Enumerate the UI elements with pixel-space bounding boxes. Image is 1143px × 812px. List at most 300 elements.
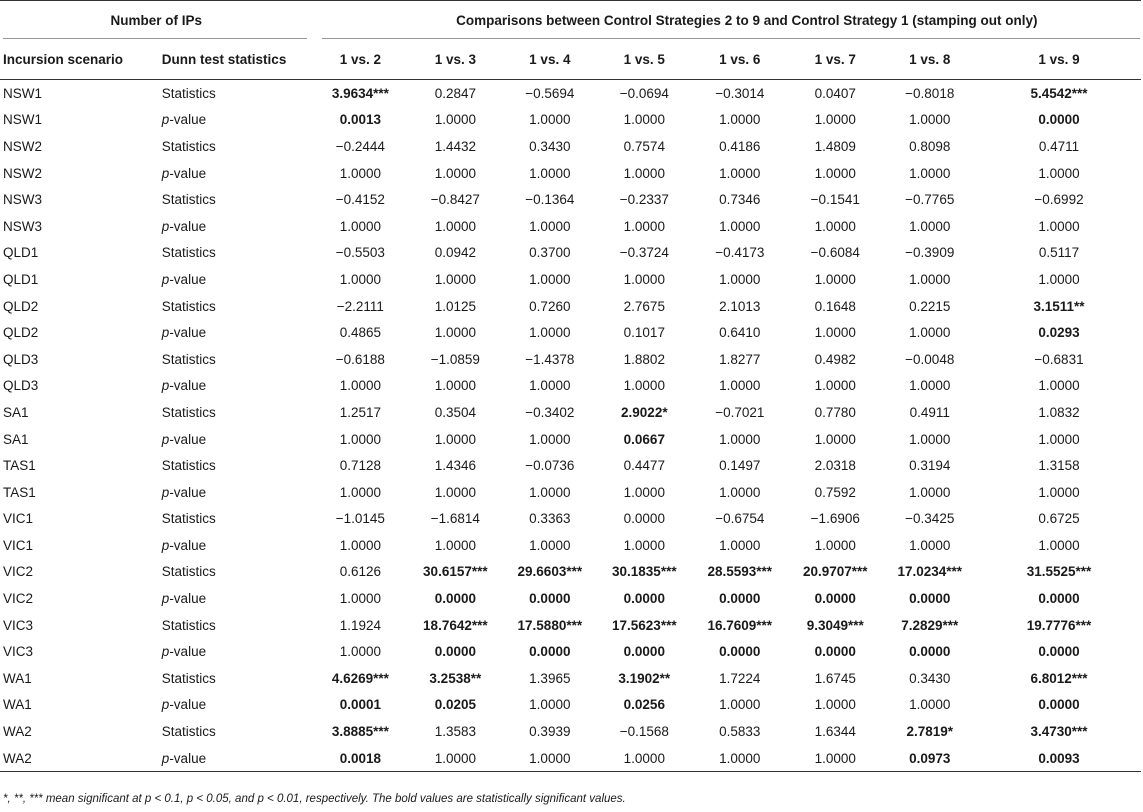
value-cell: 0.0001 — [339, 697, 381, 713]
value-cell: 1.0000 — [339, 537, 381, 553]
value-cell: −0.6188 — [335, 351, 385, 367]
group-header-left: Number of IPs — [110, 12, 203, 28]
table-row — [0, 240, 1141, 267]
value-cell: −0.8018 — [905, 85, 955, 101]
value-cell: 0.0667 — [623, 431, 665, 447]
value-cell: 0.3700 — [529, 245, 571, 261]
value-cell: −0.3402 — [525, 404, 575, 420]
scenario-cell: QLD1 — [3, 245, 39, 261]
value-cell: 19.7776*** — [1026, 617, 1092, 633]
value-cell: 17.5623*** — [612, 617, 677, 633]
col-header-comparison: 1 vs. 6 — [719, 51, 761, 67]
value-cell: 1.6344 — [814, 724, 856, 740]
scenario-cell: WA2 — [3, 750, 32, 766]
value-cell: 2.0318 — [814, 458, 856, 474]
scenario-cell: NSW2 — [3, 165, 43, 181]
value-cell: 1.0000 — [719, 431, 761, 447]
value-cell: 1.6745 — [814, 670, 856, 686]
value-cell: 0.0000 — [623, 591, 665, 607]
value-cell: 2.7675 — [623, 298, 665, 314]
value-cell: −0.4152 — [335, 192, 385, 208]
value-cell: 1.0000 — [339, 218, 381, 234]
value-cell: 18.7642*** — [423, 617, 488, 633]
value-cell: 1.0000 — [434, 218, 476, 234]
value-cell: −0.3014 — [715, 85, 765, 101]
value-cell: 0.3363 — [529, 511, 571, 527]
value-cell: 1.2517 — [339, 404, 381, 420]
value-cell: 0.6725 — [1038, 511, 1080, 527]
col-header-stat: Dunn test statistics — [161, 51, 287, 67]
scenario-cell: QLD1 — [3, 271, 39, 287]
table-row — [0, 373, 1141, 400]
value-cell: 1.8277 — [719, 351, 761, 367]
value-cell: 1.0000 — [529, 218, 571, 234]
scenario-cell: QLD3 — [3, 378, 39, 394]
scenario-cell: QLD2 — [3, 325, 39, 341]
value-cell: −0.3909 — [905, 245, 955, 261]
stat-type-cell: p-value — [161, 697, 207, 713]
value-cell: 28.5593*** — [707, 564, 773, 580]
value-cell: 0.3194 — [909, 458, 951, 474]
value-cell: −0.3425 — [905, 511, 955, 527]
value-cell: 0.0013 — [339, 112, 381, 128]
stat-type-cell: Statistics — [161, 670, 216, 686]
value-cell: 1.3583 — [434, 724, 476, 740]
value-cell: 0.0000 — [1038, 112, 1080, 128]
value-cell: 0.0973 — [909, 750, 951, 766]
group-header-right: Comparisons between Control Strategies 2 to 9 and Control Strategy 1 (stamping out only) — [456, 12, 1038, 28]
value-cell: 1.0000 — [719, 218, 761, 234]
value-cell: 0.1017 — [623, 325, 665, 341]
value-cell: 0.5833 — [719, 724, 761, 740]
value-cell: 31.5525*** — [1026, 564, 1092, 580]
value-cell: 1.0000 — [339, 431, 381, 447]
table-row — [0, 293, 1141, 320]
value-cell: 30.6157*** — [423, 564, 488, 580]
value-cell: 0.6126 — [339, 564, 381, 580]
value-cell: 0.0000 — [1038, 591, 1080, 607]
scenario-cell: WA1 — [3, 697, 32, 713]
value-cell: 1.4346 — [434, 458, 476, 474]
col-header-scenario: Incursion scenario — [3, 51, 124, 67]
value-cell: 17.5880*** — [517, 617, 583, 633]
scenario-cell: NSW3 — [3, 218, 43, 234]
header-underline-right — [322, 38, 1140, 39]
scenario-cell: SA1 — [3, 404, 29, 420]
scenario-cell: VIC1 — [3, 511, 34, 527]
value-cell: 1.0000 — [623, 378, 665, 394]
stat-type-cell: Statistics — [161, 245, 216, 261]
value-cell: 1.0000 — [814, 218, 856, 234]
table-row — [0, 745, 1141, 772]
table-row — [0, 319, 1141, 346]
scenario-cell: SA1 — [3, 431, 29, 447]
stat-type-cell: p-value — [161, 378, 207, 394]
value-cell: 0.0000 — [909, 591, 951, 607]
value-cell: 1.0000 — [719, 378, 761, 394]
scenario-cell: QLD2 — [3, 298, 39, 314]
value-cell: −0.1568 — [619, 724, 669, 740]
value-cell: 1.0000 — [719, 484, 761, 500]
scenario-cell: TAS1 — [3, 484, 36, 500]
value-cell: 1.0000 — [623, 537, 665, 553]
table-row — [0, 479, 1141, 506]
value-cell: −1.0145 — [335, 511, 385, 527]
value-cell: 1.0000 — [339, 165, 381, 181]
value-cell: 2.7819* — [906, 724, 954, 740]
value-cell: 0.7346 — [719, 192, 761, 208]
scenario-cell: VIC3 — [3, 617, 34, 633]
value-cell: −0.0736 — [525, 458, 575, 474]
value-cell: 1.0000 — [1038, 431, 1080, 447]
value-cell: 1.3158 — [1038, 458, 1080, 474]
value-cell: −1.4378 — [525, 351, 575, 367]
value-cell: 0.0000 — [529, 644, 571, 660]
value-cell: 29.6603*** — [517, 564, 583, 580]
header-underline-left — [3, 38, 307, 39]
col-header-comparison: 1 vs. 5 — [623, 51, 665, 67]
value-cell: 1.0000 — [719, 750, 761, 766]
table-row — [0, 718, 1141, 745]
value-cell: −0.5694 — [525, 85, 575, 101]
value-cell: 0.0000 — [719, 644, 761, 660]
value-cell: 1.0000 — [719, 271, 761, 287]
value-cell: 1.0000 — [529, 537, 571, 553]
value-cell: −0.5503 — [335, 245, 385, 261]
value-cell: 1.0000 — [434, 325, 476, 341]
value-cell: 0.0000 — [1038, 644, 1080, 660]
stat-type-cell: Statistics — [161, 404, 216, 420]
value-cell: 1.0000 — [434, 378, 476, 394]
value-cell: 0.0000 — [814, 644, 856, 660]
value-cell: 0.0093 — [1038, 750, 1080, 766]
stat-type-cell: p-value — [161, 431, 207, 447]
value-cell: −1.6814 — [430, 511, 480, 527]
value-cell: 1.0000 — [909, 697, 951, 713]
value-cell: 1.0000 — [529, 431, 571, 447]
value-cell: 16.7609*** — [707, 617, 773, 633]
table-row — [0, 346, 1141, 373]
table-row — [0, 133, 1141, 160]
value-cell: 1.0000 — [623, 112, 665, 128]
value-cell: 0.0256 — [623, 697, 665, 713]
value-cell: 1.0000 — [814, 325, 856, 341]
value-cell: 0.3430 — [529, 138, 571, 154]
col-header-comparison: 1 vs. 9 — [1038, 51, 1080, 67]
value-cell: 1.0000 — [814, 537, 856, 553]
value-cell: 0.4865 — [339, 325, 381, 341]
value-cell: 0.0000 — [434, 644, 476, 660]
stat-type-cell: Statistics — [161, 458, 216, 474]
value-cell: 0.0000 — [719, 591, 761, 607]
value-cell: 1.0000 — [529, 750, 571, 766]
value-cell: 1.0000 — [529, 378, 571, 394]
table-row — [0, 160, 1141, 187]
value-cell: 1.4432 — [434, 138, 476, 154]
value-cell: 1.0000 — [529, 165, 571, 181]
scenario-cell: NSW2 — [3, 138, 43, 154]
table-row — [0, 107, 1141, 134]
table-header — [0, 1, 1141, 80]
value-cell: 1.0000 — [909, 484, 951, 500]
stat-type-cell: p-value — [161, 484, 207, 500]
value-cell: 0.6410 — [719, 325, 761, 341]
value-cell: 1.0000 — [814, 112, 856, 128]
table-row — [0, 692, 1141, 719]
value-cell: 0.7780 — [814, 404, 856, 420]
stat-type-cell: Statistics — [161, 564, 216, 580]
value-cell: 3.9634*** — [331, 85, 389, 101]
value-cell: 1.0000 — [719, 697, 761, 713]
value-cell: −0.1541 — [810, 192, 860, 208]
value-cell: −0.0694 — [619, 85, 669, 101]
value-cell: 0.7592 — [814, 484, 856, 500]
table-row — [0, 559, 1141, 586]
value-cell: 1.0000 — [529, 271, 571, 287]
value-cell: 0.0000 — [1038, 697, 1080, 713]
value-cell: 0.7260 — [529, 298, 571, 314]
value-cell: 0.0205 — [434, 697, 476, 713]
value-cell: 0.7128 — [339, 458, 381, 474]
value-cell: 2.1013 — [719, 298, 761, 314]
scenario-cell: WA1 — [3, 670, 32, 686]
scenario-cell: VIC3 — [3, 644, 34, 660]
value-cell: 0.1648 — [814, 298, 856, 314]
stat-type-cell: Statistics — [161, 138, 216, 154]
stat-type-cell: p-value — [161, 165, 207, 181]
value-cell: 0.4186 — [719, 138, 761, 154]
value-cell: −2.2111 — [336, 298, 384, 314]
value-cell: 0.0000 — [623, 511, 665, 527]
scenario-cell: WA2 — [3, 724, 32, 740]
table-row — [0, 506, 1141, 533]
value-cell: 1.0832 — [1038, 404, 1080, 420]
value-cell: 1.0000 — [909, 431, 951, 447]
value-cell: 1.0000 — [339, 591, 381, 607]
value-cell: 1.3965 — [529, 670, 571, 686]
value-cell: 1.0000 — [623, 484, 665, 500]
scenario-cell: NSW3 — [3, 192, 43, 208]
value-cell: 0.0000 — [434, 591, 476, 607]
value-cell: 0.3504 — [434, 404, 476, 420]
value-cell: 1.0000 — [434, 431, 476, 447]
col-header-comparison: 1 vs. 3 — [434, 51, 476, 67]
value-cell: 1.0000 — [1038, 218, 1080, 234]
value-cell: 0.7574 — [623, 138, 665, 154]
value-cell: 1.0000 — [529, 697, 571, 713]
stat-type-cell: p-value — [161, 591, 207, 607]
value-cell: −0.6992 — [1034, 192, 1084, 208]
value-cell: −0.6831 — [1034, 351, 1084, 367]
table-row — [0, 213, 1141, 240]
value-cell: 1.0000 — [909, 325, 951, 341]
scenario-cell: TAS1 — [3, 458, 36, 474]
stat-type-cell: p-value — [161, 537, 207, 553]
value-cell: 4.6269*** — [331, 670, 389, 686]
value-cell: 1.0000 — [434, 750, 476, 766]
value-cell: 1.0125 — [434, 298, 476, 314]
value-cell: 1.0000 — [529, 112, 571, 128]
stat-type-cell: Statistics — [161, 298, 216, 314]
table-row — [0, 399, 1141, 426]
value-cell: 1.0000 — [814, 750, 856, 766]
value-cell: 1.4809 — [814, 138, 856, 154]
value-cell: 0.0293 — [1038, 325, 1080, 341]
value-cell: 1.0000 — [434, 484, 476, 500]
scenario-cell: VIC2 — [3, 564, 34, 580]
value-cell: 17.0234*** — [897, 564, 963, 580]
table-row — [0, 612, 1141, 639]
value-cell: 1.0000 — [1038, 271, 1080, 287]
value-cell: 1.0000 — [1038, 378, 1080, 394]
value-cell: 0.5117 — [1038, 245, 1080, 261]
value-cell: 30.1835*** — [612, 564, 677, 580]
value-cell: −1.6906 — [810, 511, 860, 527]
scenario-cell: NSW1 — [3, 85, 43, 101]
value-cell: −0.7765 — [905, 192, 955, 208]
table-row — [0, 186, 1141, 213]
value-cell: 20.9707*** — [802, 564, 868, 580]
value-cell: 0.1497 — [719, 458, 761, 474]
value-cell: 1.0000 — [339, 271, 381, 287]
stat-type-cell: p-value — [161, 271, 207, 287]
value-cell: 0.4477 — [623, 458, 665, 474]
value-cell: 3.8885*** — [331, 724, 389, 740]
value-cell: 0.0942 — [434, 245, 476, 261]
stat-type-cell: Statistics — [161, 511, 216, 527]
value-cell: 1.0000 — [339, 644, 381, 660]
value-cell: 1.0000 — [719, 537, 761, 553]
value-cell: 0.0000 — [529, 591, 571, 607]
scenario-cell: QLD3 — [3, 351, 39, 367]
value-cell: 3.4730*** — [1030, 724, 1088, 740]
value-cell: 1.0000 — [623, 218, 665, 234]
col-header-comparison: 1 vs. 2 — [339, 51, 381, 67]
value-cell: 1.0000 — [1038, 484, 1080, 500]
table-row — [0, 452, 1141, 479]
value-cell: −0.6084 — [810, 245, 860, 261]
stat-type-cell: Statistics — [161, 617, 216, 633]
value-cell: 0.4982 — [814, 351, 856, 367]
value-cell: 7.2829*** — [901, 617, 959, 633]
value-cell: 5.4542*** — [1030, 85, 1088, 101]
value-cell: 3.2538** — [429, 670, 482, 686]
table-row — [0, 532, 1141, 559]
stat-type-cell: Statistics — [161, 85, 216, 101]
value-cell: 0.0407 — [814, 85, 856, 101]
value-cell: 1.0000 — [434, 271, 476, 287]
value-cell: 0.4911 — [909, 404, 950, 420]
value-cell: 6.8012*** — [1030, 670, 1088, 686]
value-cell: 1.0000 — [814, 165, 856, 181]
value-cell: 0.0018 — [339, 750, 381, 766]
value-cell: 1.0000 — [434, 165, 476, 181]
value-cell: 0.8098 — [909, 138, 951, 154]
value-cell: 0.2847 — [434, 85, 476, 101]
value-cell: 1.0000 — [623, 165, 665, 181]
value-cell: 1.0000 — [339, 484, 381, 500]
value-cell: 1.0000 — [909, 378, 951, 394]
value-cell: −0.7021 — [715, 404, 765, 420]
value-cell: 1.7224 — [719, 670, 761, 686]
value-cell: 1.0000 — [623, 750, 665, 766]
value-cell: −0.1364 — [525, 192, 575, 208]
scenario-cell: NSW1 — [3, 112, 43, 128]
value-cell: 0.2215 — [909, 298, 951, 314]
value-cell: 1.0000 — [814, 697, 856, 713]
value-cell: 1.0000 — [339, 378, 381, 394]
stat-type-cell: p-value — [161, 750, 207, 766]
stat-type-cell: p-value — [161, 325, 207, 341]
value-cell: 3.1902** — [618, 670, 671, 686]
value-cell: 1.0000 — [1038, 537, 1080, 553]
value-cell: −1.0859 — [430, 351, 480, 367]
table-row — [0, 585, 1141, 612]
value-cell: 1.0000 — [814, 271, 856, 287]
value-cell: −0.8427 — [430, 192, 480, 208]
value-cell: 1.0000 — [909, 165, 951, 181]
table-row — [0, 665, 1141, 692]
value-cell: 9.3049*** — [806, 617, 864, 633]
value-cell: 1.0000 — [434, 112, 476, 128]
value-cell: 2.9022* — [621, 404, 668, 420]
value-cell: 1.8802 — [623, 351, 665, 367]
stat-type-cell: p-value — [161, 644, 207, 660]
value-cell: 1.0000 — [529, 325, 571, 341]
value-cell: −0.3724 — [619, 245, 669, 261]
value-cell: 0.0000 — [909, 644, 951, 660]
table-footnote: *, **, *** mean significant at p < 0.1, p < 0.05, and p < 0.01, respectively. The bold values are statistically significant values. — [3, 793, 626, 805]
value-cell: −0.2337 — [619, 192, 669, 208]
value-cell: 3.1511** — [1033, 298, 1085, 314]
stat-type-cell: Statistics — [161, 192, 216, 208]
table-row — [0, 266, 1141, 293]
value-cell: 1.0000 — [814, 378, 856, 394]
table-body — [0, 80, 1141, 772]
stat-type-cell: p-value — [161, 218, 207, 234]
value-cell: 0.3939 — [529, 724, 571, 740]
value-cell: 1.0000 — [909, 537, 951, 553]
col-header-comparison: 1 vs. 7 — [814, 51, 856, 67]
value-cell: 0.0000 — [814, 591, 856, 607]
col-header-comparison: 1 vs. 4 — [529, 51, 571, 67]
scenario-cell: VIC1 — [3, 537, 34, 553]
value-cell: −0.0048 — [905, 351, 955, 367]
value-cell: 1.0000 — [719, 112, 761, 128]
table-row — [0, 638, 1141, 665]
stat-type-cell: Statistics — [161, 351, 216, 367]
value-cell: 1.0000 — [719, 165, 761, 181]
value-cell: 1.0000 — [1038, 165, 1080, 181]
value-cell: 1.0000 — [909, 271, 951, 287]
value-cell: 0.0000 — [623, 644, 665, 660]
table-row — [0, 426, 1141, 453]
value-cell: −0.4173 — [715, 245, 765, 261]
value-cell: −0.2444 — [335, 138, 385, 154]
value-cell: 1.0000 — [909, 218, 951, 234]
value-cell: 1.0000 — [909, 112, 951, 128]
stat-type-cell: p-value — [161, 112, 207, 128]
value-cell: −0.6754 — [715, 511, 765, 527]
value-cell: 1.0000 — [434, 537, 476, 553]
col-header-comparison: 1 vs. 8 — [909, 51, 951, 67]
value-cell: 1.0000 — [529, 484, 571, 500]
value-cell: 0.3430 — [909, 670, 951, 686]
stat-type-cell: Statistics — [161, 724, 216, 740]
value-cell: 1.0000 — [814, 431, 856, 447]
value-cell: 0.4711 — [1038, 138, 1080, 154]
value-cell: 1.1924 — [339, 617, 381, 633]
